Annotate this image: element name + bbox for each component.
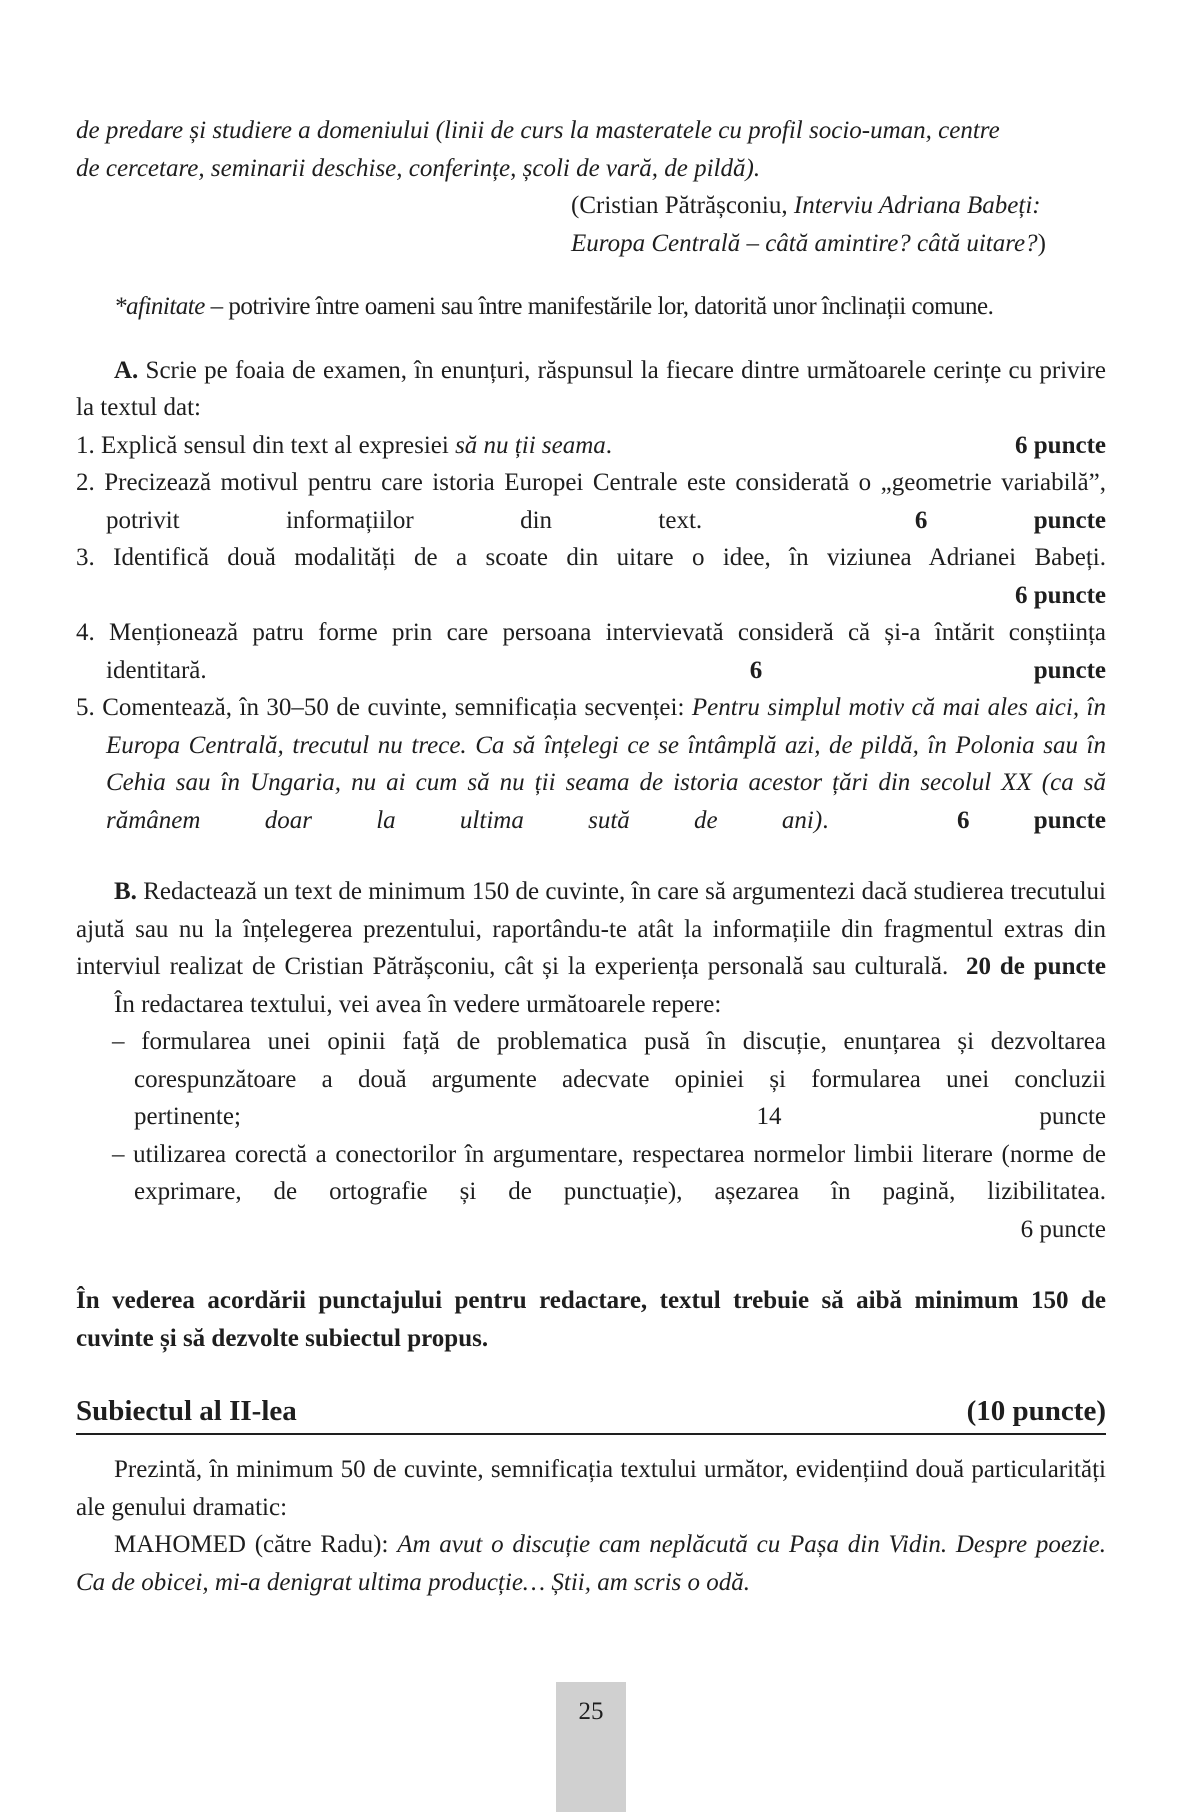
redactare-note: În vederea acordării punctajului pentru redactare, textul trebuie să aibă minimum 150 de cuvinte și să dezvolte subiectul propus.	[76, 1287, 1106, 1352]
part-a-item-3	[76, 539, 1106, 614]
source-citation	[76, 187, 1106, 262]
footnote-definition: – potrivire între oameni sau între manifestările lor, datorită unor înclinații comune.	[204, 293, 994, 320]
subject-2-task: Prezintă, în minimum 50 de cuvinte, semnificația textului următor, evidențiind două particularități ale genului dramatic:	[76, 1456, 1106, 1521]
part-a-intro	[76, 352, 1106, 427]
subject-2-quote	[76, 1526, 1106, 1601]
source-close: )	[1037, 229, 1046, 257]
part-a-item-4	[76, 614, 1106, 689]
intro-line-2: de cercetare, seminarii deschise, conferințe, școli de vară, de pildă).	[76, 154, 761, 182]
quote-speaker: MAHOMED (către Radu):	[114, 1531, 398, 1558]
source-title-1: Interviu Adriana Babeți:	[793, 192, 1041, 219]
part-a-intro-text: Scrie pe foaia de examen, în enunțuri, răspunsul la fiecare dintre următoarele cerințe cu privire la textul dat:	[76, 356, 1106, 421]
footnote	[76, 288, 1106, 326]
repere-1-text: – formularea unei opinii față de problematica pusă în discuție, enunțarea și dezvoltarea corespunzătoare a două argumente adecvate opiniei și formularea unei concluzii pertinente;	[112, 1028, 1106, 1130]
item-2-text: 2. Precizează motivul pentru care istoria Europei Centrale este considerată o „geometrie variabilă”, potrivit informațiilor din text.	[76, 469, 1106, 534]
item-4-points: 6 puncte	[749, 656, 1106, 684]
footnote-term: *afinitate	[114, 293, 205, 320]
part-a-item-5	[76, 689, 1106, 839]
part-b-label: B.	[114, 878, 137, 905]
item-5-text: 5. Comentează, în 30–50 de cuvinte, semnificația secvenței:	[76, 694, 692, 721]
item-2-points: 6 puncte	[914, 506, 1107, 534]
repere-intro: În redactarea textului, vei avea în vedere următoarele repere:	[114, 990, 722, 1018]
subject-2-heading	[76, 1391, 1106, 1435]
part-b-text: Redactează un text de minimum 150 de cuvinte, în care să argumentezi dacă studierea trecutului ajută sau nu la înțelegerea prezentului, raportându-te atât la informațiile din fragmentul extras din interviul realizat de Cristian Pătrășconiu, cât și la experiența personală sau culturală.	[76, 878, 1106, 980]
source-open: (Cristian Pătrășconiu,	[571, 192, 794, 219]
subject-2-points: (10 puncte)	[966, 1395, 1106, 1427]
repere-2-text: – utilizarea corectă a conectorilor în argumentare, respectarea normelor limbii literare (norme de exprimare, de ortografie și de punctuație), așezarea în pagină, lizibilitatea.	[112, 1140, 1106, 1205]
subject-2-title: Subiectul al II-lea	[76, 1395, 297, 1427]
item-5-points: 6 puncte	[957, 806, 1107, 834]
repere-1-points: 14 puncte	[756, 1103, 1107, 1130]
part-a-label: A.	[114, 356, 139, 384]
item-1-points: 6 puncte	[1015, 431, 1106, 459]
page-number-tab	[556, 1682, 626, 1812]
repere-2-points: 6 puncte	[1020, 1215, 1106, 1243]
item-3-points: 6 puncte	[1015, 581, 1106, 609]
item-3-text: 3. Identifică două modalități de a scoate din uitare o idee, în viziunea Adrianei Babeți.	[76, 544, 1106, 571]
part-a-item-1	[76, 427, 1106, 465]
item-1-after: .	[605, 431, 613, 459]
part-a-item-2	[76, 464, 1106, 539]
source-title-2: Europa Centrală – câtă amintire? câtă uitare?	[571, 229, 1038, 257]
quote-text: Am avut o discuție cam neplăcută cu Pașa din Vidin. Despre poezie. Ca de obicei, mi-a denigrat ultima producție… Știi, am scris o odă.	[76, 1531, 1106, 1596]
item-5-after: .	[822, 806, 829, 834]
item-4-text: 4. Menționează patru forme prin care persoana intervievată consideră că și-a întărit conștiința identitară.	[76, 619, 1106, 684]
part-b-task	[76, 873, 1106, 986]
repere-item-1	[76, 1023, 1106, 1136]
intro-line-1: de predare și studiere a domeniului (linii de curs la masteratele cu profil socio-uman, centre	[76, 117, 1000, 144]
repere-item-2	[76, 1136, 1106, 1249]
item-5-italic: Pentru simplul motiv că mai ales aici, în Europa Centrală, trecutul nu trece. Ca să înțelegi ce se întâmplă azi, de pildă, în Polonia sau în Cehia sau în Ungaria, nu ai cum să nu ții seama de istoria acestor țări din secolul XX (ca să rămânem doar la ultima sută de ani)	[106, 694, 1107, 834]
part-b-points: 20 de puncte	[966, 953, 1107, 980]
page-content	[76, 112, 1106, 1601]
item-1-italic: să nu ții seama	[455, 431, 606, 459]
item-1-text: 1. Explică sensul din text al expresiei	[76, 431, 456, 459]
page-number: 25	[578, 1698, 604, 1725]
